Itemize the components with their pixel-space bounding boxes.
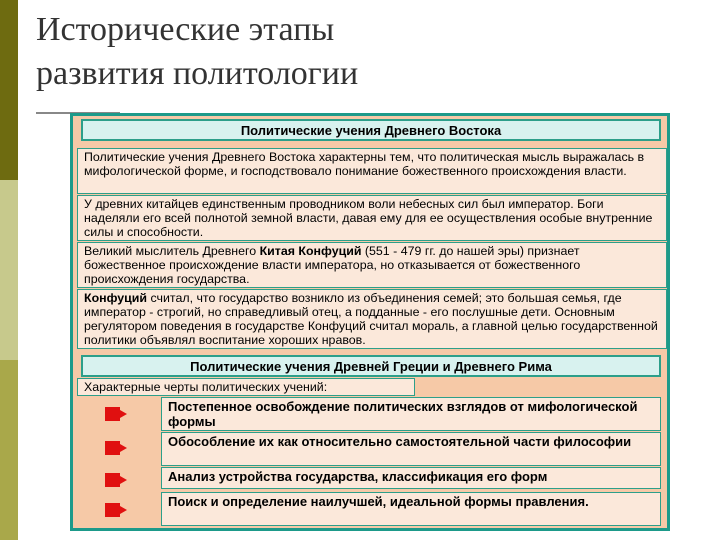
- east-paragraph-4: [77, 289, 667, 349]
- east-header: Политические учения Древнего Востока: [81, 119, 661, 141]
- decor-bar-bottom: [0, 360, 18, 540]
- p3-bold-confucius: Китая Конфуций: [259, 244, 362, 258]
- greece-subheader: Характерные черты политических учений:: [77, 378, 415, 396]
- slide-title: [36, 8, 358, 96]
- p3-text-end: (551 - 479 гг. до нашей эры) признает божественное происхождение власти императора, но отказывается от божественного происхождения государства.: [84, 244, 581, 286]
- feature-item-2: Обособление их как относительно самостоятельной части философии: [161, 432, 661, 466]
- p4-text: считал, что государство возникло из объединения семей; это большая семья, где император - строгий, но справедливый отец, а подданные - его послушные дети. Основным регулятором поведения в государстве Конфуций считал мораль, а главной целью государственной политики объявлял воспитание хороших нравов.: [84, 291, 658, 347]
- p4-bold-confucius: Конфуций: [84, 291, 148, 305]
- feature-item-1: Постепенное освобождение политических взглядов от мифологической формы: [161, 397, 661, 431]
- greece-header: Политические учения Древней Греции и Древнего Рима: [81, 355, 661, 377]
- slide-title-line1: Исторические этапы: [36, 11, 335, 48]
- arrow-bullet-icon: [105, 407, 127, 421]
- arrow-bullet-icon: [105, 441, 127, 455]
- decor-bar-middle: [0, 180, 18, 360]
- slide-title-line2: развития политологии: [36, 55, 359, 92]
- decor-bar-top: [0, 0, 18, 180]
- feature-item-4: Поиск и определение наилучшей, идеальной формы правления.: [161, 492, 661, 526]
- content-panel: [70, 113, 670, 531]
- feature-item-3: Анализ устройства государства, классификация его форм: [161, 467, 661, 489]
- east-paragraph-3: [77, 242, 667, 288]
- arrow-bullet-icon: [105, 503, 127, 517]
- arrow-bullet-icon: [105, 473, 127, 487]
- east-paragraph-1: Политические учения Древнего Востока характерны тем, что политическая мысль выражалась в мифологической форме, и господствовало понимание божественного происхождения власти.: [77, 148, 667, 194]
- east-paragraph-2: У древних китайцев единственным проводником воли небесных сил был император. Боги наделяли его всей полнотой земной власти, давая ему для ее осуществления особые внутренние силы и способности.: [77, 195, 667, 241]
- p3-text-start: Великий мыслитель Древнего: [84, 244, 260, 258]
